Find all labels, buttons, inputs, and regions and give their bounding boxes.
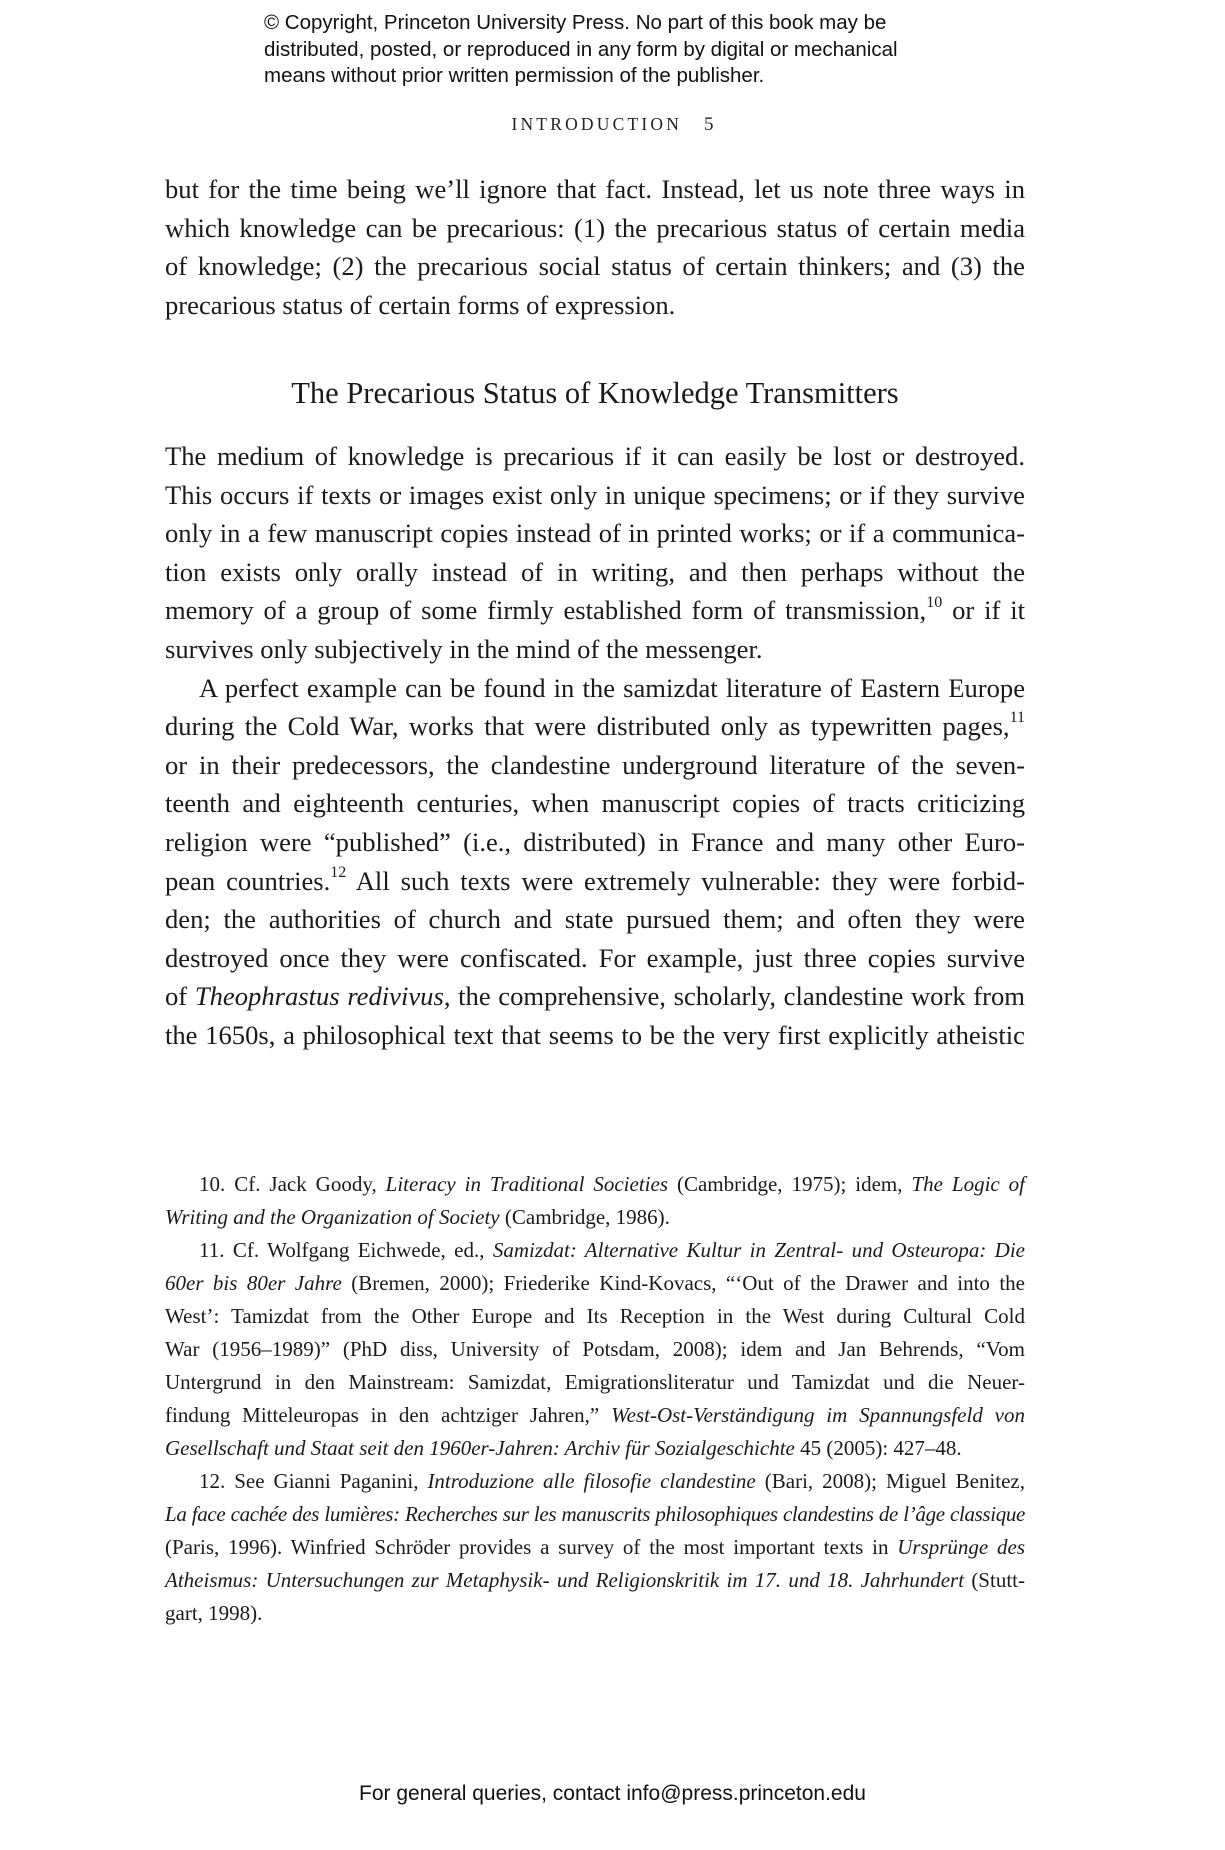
text-line: religion were “published” (i.e., distributed) in France and many other Euro-: [165, 826, 1025, 857]
footnote-line: [165, 1432, 1025, 1465]
text-segment: of: [165, 981, 195, 1012]
book-title: West-Ost-Verständigung im Spannungsfeld von: [611, 1403, 1025, 1427]
text-segment: 12. See Gianni Paganini,: [199, 1469, 428, 1493]
copyright-line: © Copyright, Princeton University Press. No part of this book may be: [264, 11, 887, 34]
book-title: Literacy in Traditional Societies: [385, 1172, 669, 1196]
text-line: teenth and eighteenth centuries, when manuscript copies of tracts criticizing: [165, 788, 1025, 819]
footnote-line: Untergrund in den Mainstream: Samizdat, Emigrationsliteratur und Tamizdat und die Neuer-: [165, 1370, 1025, 1394]
text-line: which knowledge can be precarious: (1) the precarious status of certain media: [165, 212, 1025, 243]
text-line: only in a few manuscript copies instead of in printed works; or if a communica-: [165, 518, 1025, 549]
text-line: This occurs if texts or images exist only in unique specimens; or if they survive: [165, 479, 1025, 510]
footnote-line: [165, 1498, 1025, 1531]
footnote-line: [165, 1399, 1025, 1432]
text-line: tion exists only orally instead of in writing, and then perhaps without the: [165, 556, 1025, 587]
footnote-line: West’: Tamizdat from the Other Europe and Its Reception in the West during Cultural Cold: [165, 1304, 1025, 1328]
book-title: Samizdat: Alternative Kultur in Zentral- und Osteuropa: Die: [492, 1238, 1025, 1262]
text-segment: findung Mitteleuropas in den achtziger Jahren,”: [165, 1403, 612, 1427]
running-head-title: INTRODUCTION: [511, 114, 683, 134]
footnote-line: [165, 1465, 1025, 1498]
page-number: 5: [704, 114, 714, 135]
footnote-12: [165, 1465, 1025, 1630]
text-line: [165, 591, 1025, 630]
book-title: The Logic of: [911, 1172, 1026, 1196]
footnote-line: [165, 1267, 1025, 1300]
text-segment: (Bari, 2008); Miguel Benitez,: [755, 1469, 1026, 1493]
text-segment: 11. Cf. Wolfgang Eichwede, ed.,: [199, 1238, 493, 1262]
text-segment: pean countries.: [165, 865, 331, 896]
footnote-line: [165, 1531, 1025, 1564]
running-head: [0, 114, 1225, 136]
text-line: precarious status of certain forms of expression.: [165, 289, 676, 320]
paragraph-1: [165, 170, 1025, 324]
text-segment: (Cambridge, 1986).: [499, 1205, 670, 1229]
footnote-10: [165, 1168, 1025, 1234]
text-line: but for the time being we’ll ignore that fact. Instead, let us note three ways in: [165, 174, 1025, 204]
text-line: survives only subjectively in the mind of the messenger.: [165, 633, 763, 664]
text-line: A perfect example can be found in the samizdat literature of Eastern Europe: [199, 672, 1025, 703]
book-title: Gesellschaft und Staat seit den 1960er-Jahren: Archiv für Sozialgeschichte: [165, 1436, 795, 1460]
footnote-line: [165, 1201, 1025, 1234]
text-line: of knowledge; (2) the precarious social status of certain thinkers; and (3) the: [165, 251, 1025, 282]
book-title: Theophrastus redivivus: [194, 981, 444, 1012]
text-segment: (Paris, 1996). Winfried Schröder provides a survey of the most important texts in: [165, 1535, 898, 1559]
text-segment: (Cambridge, 1975); idem,: [668, 1172, 912, 1196]
text-segment: during the Cold War, works that were distributed only as typewritten pages,: [165, 711, 1010, 742]
book-title: Writing and the Organization of Society: [165, 1205, 500, 1229]
book-title: 60er bis 80er Jahre: [165, 1271, 342, 1295]
text-segment: (Bremen, 2000); Friederike Kind-Kovacs, “‘Out of the Drawer and into the: [341, 1271, 1025, 1295]
book-title: Ursprünge des: [897, 1535, 1026, 1559]
paragraph-2: [165, 437, 1025, 1055]
book-title: Atheismus: Untersuchungen zur Metaphysik- und Religionskritik im 17. und 18. Jahrhundert: [165, 1568, 965, 1592]
text-segment: All such texts were extremely vulnerable: they were forbid-: [346, 865, 1025, 896]
section-heading-block: [165, 376, 1025, 411]
book-title: Introduzione alle filosofie clandestine: [427, 1469, 756, 1493]
footnote-line: [165, 1234, 1025, 1267]
footnote-ref-10[interactable]: 10: [926, 593, 943, 611]
text-line: den; the authorities of church and state pursued them; and often they were: [165, 904, 1025, 935]
footer-contact: For general queries, contact info@press.princeton.edu: [359, 1782, 866, 1805]
text-line: The medium of knowledge is precarious if it can easily be lost or destroyed.: [165, 441, 1025, 471]
text-segment: or if it: [942, 595, 1025, 626]
section-heading: The Precarious Status of Knowledge Transmitters: [291, 376, 899, 410]
footnotes: [165, 1168, 1025, 1630]
footnote-line: War (1956–1989)” (PhD diss, University of Potsdam, 2008); idem and Jan Behrends, “Vom: [165, 1337, 1025, 1361]
text-line: or in their predecessors, the clandestine underground literature of the seven-: [165, 749, 1025, 780]
footnote-line: gart, 1998).: [165, 1601, 263, 1625]
text-segment: memory of a group of some firmly established form of transmission,: [165, 595, 927, 626]
footnote-line: [165, 1564, 1025, 1597]
footnote-ref-12[interactable]: 12: [330, 863, 347, 881]
footnote-line: [165, 1168, 1025, 1201]
text-segment: (Stutt-: [964, 1568, 1025, 1592]
footnote-11: [165, 1234, 1025, 1465]
text-segment: , the comprehensive, scholarly, clandestine work from: [443, 981, 1025, 1012]
text-segment: 45 (2005): 427–48.: [794, 1436, 962, 1460]
text-line: the 1650s, a philosophical text that seems to be the very first explicitly atheistic: [165, 1019, 1025, 1050]
text-line: [165, 707, 1025, 746]
text-line: [165, 862, 1025, 901]
copyright-line: means without prior written permission of the publisher.: [264, 64, 765, 87]
copyright-line: distributed, posted, or reproduced in any form by digital or mechanical: [264, 37, 898, 61]
footnote-ref-11[interactable]: 11: [1009, 709, 1025, 727]
book-title: La face cachée des lumières: Recherches sur les manuscrits philosophiques clandestins de l’âge classique: [165, 1502, 1025, 1526]
copyright-notice: [264, 10, 1004, 90]
text-line: [165, 977, 1025, 1016]
text-line: destroyed once they were confiscated. For example, just three copies survive: [165, 942, 1025, 973]
text-segment: 10. Cf. Jack Goody,: [199, 1172, 386, 1196]
